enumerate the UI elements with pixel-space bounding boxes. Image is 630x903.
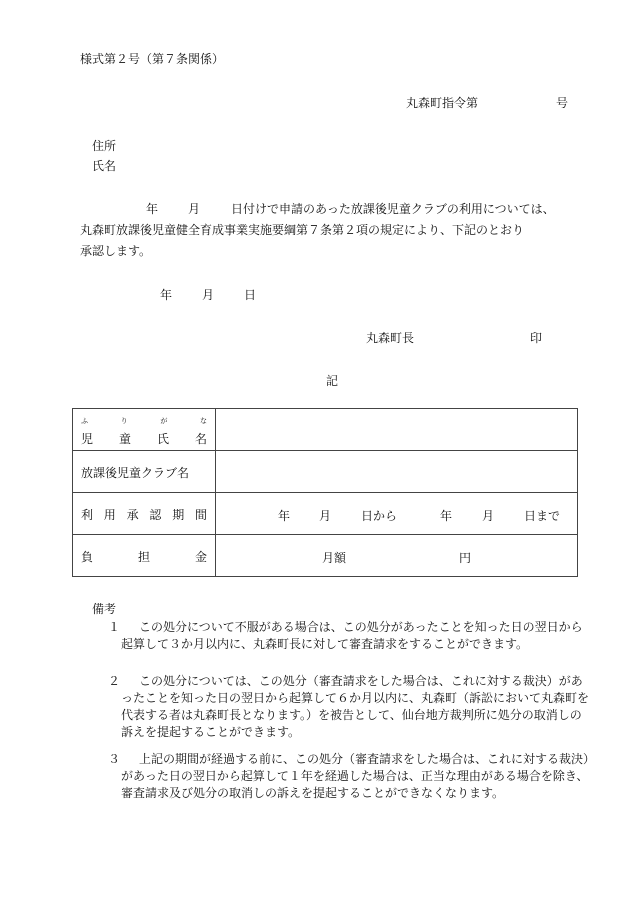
period-from: 日から [361,509,398,523]
table-row-period [73,493,578,535]
note-number: ２ [108,674,121,688]
date-year: 年 [160,288,173,302]
fee-label-cell [73,535,216,577]
period-value[interactable] [216,493,578,535]
label-char: 承 [126,508,139,522]
note-item [108,619,588,671]
period-month2: 月 [482,509,495,523]
label-char: 間 [194,508,207,522]
note-text: この処分について不服がある場合は、この処分があったことを知った日の翌日から起算して３か月以内に、丸森町長に対して審査請求をすることができます。 [121,620,583,651]
period-label [81,506,207,523]
fee-label [81,548,207,565]
furigana-char: が [160,417,168,425]
label-char: 認 [149,508,162,522]
form-number: 様式第２号（第７条関係） [80,52,225,66]
body-line1: 日付けで申請のあった放課後児童クラブの利用については、 [231,202,555,216]
note-number: ３ [108,752,121,766]
body-line2: 丸森町放課後児童健全育成事業実施要綱第７条第２項の規定により、下記のとおり [80,223,525,237]
label-char: 負 [81,550,94,564]
name-label: 氏名 [92,159,117,173]
note-item [108,751,588,821]
body-year: 年 [146,202,159,216]
period-year2: 年 [440,509,453,523]
period-to: 日まで [524,509,561,523]
label-char: 名 [194,432,207,446]
fee-yen: 円 [459,551,472,565]
section-heading: 記 [326,374,339,388]
body-line3: 承認します。 [80,244,152,258]
period-year: 年 [278,509,291,523]
note-text: この処分については、この処分（審査請求をした場合は、これに対する裁決）があったことを知った日の翌日から起算して６か月以内に、丸森町（訴訟において丸森町を代表する者は丸森町長となります。）を被告として、仙台地方裁判所に処分の取消しの訴えを提起することができます。 [121,674,590,739]
notes-title: 備考 [92,602,117,616]
label-char: 用 [103,508,116,522]
table-row-club [73,451,578,493]
date-day: 日 [244,288,257,302]
child-name-value[interactable] [216,409,578,451]
furigana-char: り [120,417,128,425]
note-item [108,673,588,743]
approval-table [72,408,578,577]
fee-monthly: 月額 [322,551,347,565]
child-name-label [81,430,207,447]
label-char: 期 [172,508,185,522]
child-name-label-cell [73,409,216,451]
signature-title: 丸森町長 [366,331,415,345]
furigana-char: な [199,417,207,425]
date-month: 月 [202,288,215,302]
note-text: 上記の期間が経過する前に、この処分（審査請求をした場合は、これに対する裁決）があった日の翌日から起算して１年を経過した場合は、正当な理由がある場合を除き、審査請求及び処分の取消しの訴えを提起することができなくなります。 [121,752,590,800]
furigana-label [81,416,207,426]
label-char: 金 [194,550,207,564]
table-row-child-name [73,409,578,451]
fee-value[interactable] [216,535,578,577]
period-label-cell [73,493,216,535]
seal-mark: 印 [530,331,543,345]
label-char: 担 [137,550,150,564]
order-prefix: 丸森町指令第 [406,96,479,110]
label-char: 児 [81,432,94,446]
note-number: １ [108,620,121,634]
label-char: 童 [118,432,131,446]
club-name-value[interactable] [216,451,578,493]
address-label: 住所 [92,139,117,153]
label-char: 利 [81,508,94,522]
label-char: 氏 [156,432,169,446]
period-month: 月 [319,509,332,523]
order-suffix: 号 [556,96,569,110]
table-row-fee [73,535,578,577]
club-label-cell [73,451,216,493]
club-name-label: 放課後児童クラブ名 [81,466,190,480]
body-month: 月 [188,202,201,216]
furigana-char: ふ [81,417,88,425]
